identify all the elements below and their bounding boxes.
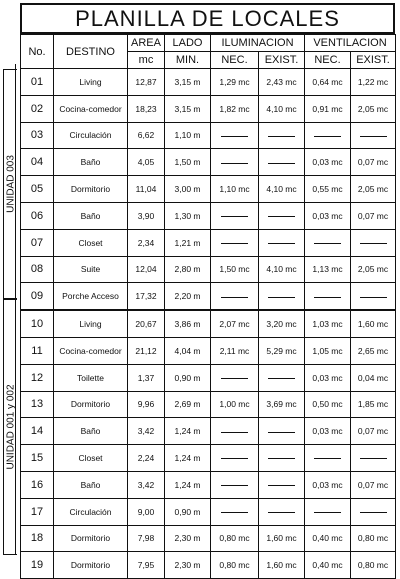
table-row [21,364,396,391]
cell-area: 3,90 [128,202,165,229]
cell-il-nec: 1,50 mc [211,256,259,283]
empty-dash [268,243,295,244]
cell-no: 02 [21,95,54,122]
empty-dash [268,136,295,137]
cell-destino: Circulación [54,122,128,149]
empty-dash [314,136,341,137]
table-body [21,69,396,579]
cell-ve-exist: 0,07 mc [351,202,396,229]
cell-il-nec [211,498,259,525]
cell-no: 08 [21,256,54,283]
cell-il-exist: 1,60 mc [259,552,305,579]
title-box [20,3,395,34]
cell-no: 11 [21,337,54,364]
cell-ve-exist [351,122,396,149]
table-row [21,256,396,283]
cell-destino: Toilette [54,364,128,391]
cell-destino: Dormitorio [54,176,128,203]
cell-destino: Living [54,310,128,337]
cell-lado: 1,30 m [165,202,211,229]
cell-area: 1,37 [128,364,165,391]
cell-il-exist: 2,43 mc [259,69,305,96]
cell-area: 17,32 [128,283,165,310]
table-row [21,391,396,418]
cell-lado: 1,24 m [165,445,211,472]
cell-ve-exist [351,283,396,310]
cell-lado: 3,15 m [165,95,211,122]
table-row [21,69,396,96]
cell-ve-nec: 0,40 mc [305,525,351,552]
cell-il-nec: 0,80 mc [211,552,259,579]
cell-ve-exist: 2,05 mc [351,95,396,122]
table-row [21,176,396,203]
cell-no: 01 [21,69,54,96]
cell-il-exist [259,149,305,176]
empty-dash [221,458,248,459]
table-row [21,525,396,552]
cell-area: 2,34 [128,229,165,256]
cell-ve-nec: 0,91 mc [305,95,351,122]
cell-ve-nec: 1,13 mc [305,256,351,283]
cell-area: 20,67 [128,310,165,337]
cell-il-exist [259,445,305,472]
header-il-exist: EXIST. [259,52,305,69]
cell-il-exist [259,283,305,310]
cell-area: 12,04 [128,256,165,283]
cell-destino: Baño [54,202,128,229]
header-lado: LADO [165,35,211,52]
cell-no: 06 [21,202,54,229]
cell-ve-exist: 2,05 mc [351,256,396,283]
table-row [21,445,396,472]
cell-lado: 3,86 m [165,310,211,337]
empty-dash [268,458,295,459]
cell-ve-nec [305,229,351,256]
empty-dash [360,136,387,137]
table-row [21,283,396,310]
cell-destino: Circulación [54,498,128,525]
table-row [21,498,396,525]
cell-ve-nec [305,283,351,310]
cell-ve-nec: 0,03 mc [305,471,351,498]
unit-001-002-text: UNIDAD 001 y 002 [5,384,16,470]
unit-003-label [3,69,17,299]
cell-il-nec: 1,29 mc [211,69,259,96]
cell-ve-exist: 0,80 mc [351,552,396,579]
cell-no: 12 [21,364,54,391]
header-il-nec: NEC. [211,52,259,69]
cell-il-nec: 2,11 mc [211,337,259,364]
cell-no: 05 [21,176,54,203]
cell-area: 21,12 [128,337,165,364]
empty-dash [268,163,295,164]
cell-no: 14 [21,418,54,445]
cell-area: 6,62 [128,122,165,149]
cell-no: 15 [21,445,54,472]
cell-lado: 3,00 m [165,176,211,203]
cell-lado: 1,21 m [165,229,211,256]
cell-destino: Suite [54,256,128,283]
cell-ve-exist: 1,85 mc [351,391,396,418]
empty-dash [314,297,341,298]
cell-il-exist: 3,20 mc [259,310,305,337]
cell-destino: Closet [54,229,128,256]
cell-area: 9,96 [128,391,165,418]
empty-dash [268,378,295,379]
cell-lado: 2,30 m [165,552,211,579]
empty-dash [360,512,387,513]
empty-dash [268,216,295,217]
cell-destino: Living [54,69,128,96]
table-row [21,337,396,364]
cell-area: 3,42 [128,418,165,445]
cell-ve-exist: 2,05 mc [351,176,396,203]
table-row [21,95,396,122]
cell-destino: Dormitorio [54,552,128,579]
unit-003-text: UNIDAD 003 [5,155,16,213]
cell-destino: Baño [54,418,128,445]
cell-il-exist: 4,10 mc [259,256,305,283]
empty-dash [268,432,295,433]
cell-destino: Porche Acceso [54,283,128,310]
cell-area: 7,95 [128,552,165,579]
cell-no: 07 [21,229,54,256]
empty-dash [221,163,248,164]
empty-dash [221,243,248,244]
cell-lado: 2,20 m [165,283,211,310]
cell-il-nec [211,202,259,229]
header-area: AREA [128,35,165,52]
cell-il-nec [211,445,259,472]
cell-il-nec: 1,82 mc [211,95,259,122]
cell-ve-nec: 0,55 mc [305,176,351,203]
cell-ve-nec: 0,03 mc [305,149,351,176]
cell-il-exist [259,498,305,525]
cell-ve-exist: 0,07 mc [351,471,396,498]
header-ve-exist: EXIST. [351,52,396,69]
page-title: PLANILLA DE LOCALES [75,5,340,31]
cell-il-exist [259,122,305,149]
cell-no: 09 [21,283,54,310]
cell-destino: Baño [54,149,128,176]
cell-area: 3,42 [128,471,165,498]
cell-lado: 1,24 m [165,471,211,498]
cell-il-exist [259,364,305,391]
cell-ve-exist: 0,07 mc [351,418,396,445]
empty-dash [314,458,341,459]
empty-dash [268,485,295,486]
cell-ve-exist: 0,04 mc [351,364,396,391]
cell-ve-exist: 0,07 mc [351,149,396,176]
empty-dash [268,512,295,513]
cell-area: 7,98 [128,525,165,552]
cell-lado: 4,04 m [165,337,211,364]
cell-no: 03 [21,122,54,149]
cell-lado: 0,90 m [165,498,211,525]
cell-il-nec [211,471,259,498]
cell-il-nec [211,229,259,256]
cell-area: 12,87 [128,69,165,96]
cell-il-nec: 1,00 mc [211,391,259,418]
unit-001-002-label [3,299,17,555]
cell-il-nec: 2,07 mc [211,310,259,337]
cell-area: 2,24 [128,445,165,472]
cell-il-exist: 3,69 mc [259,391,305,418]
empty-dash [221,432,248,433]
cell-ve-nec: 0,03 mc [305,364,351,391]
cell-ve-nec [305,445,351,472]
cell-lado: 1,24 m [165,418,211,445]
table-row [21,418,396,445]
cell-destino: Dormitorio [54,525,128,552]
empty-dash [221,136,248,137]
cell-no: 19 [21,552,54,579]
table-row [21,122,396,149]
cell-lado: 1,50 m [165,149,211,176]
cell-area: 4,05 [128,149,165,176]
cell-no: 04 [21,149,54,176]
cell-lado: 2,30 m [165,525,211,552]
header-no: No. [21,35,54,69]
locales-table [20,34,396,579]
cell-no: 16 [21,471,54,498]
table-row [21,149,396,176]
cell-ve-nec: 0,64 mc [305,69,351,96]
table-row [21,202,396,229]
cell-il-nec: 1,10 mc [211,176,259,203]
cell-area: 18,23 [128,95,165,122]
cell-no: 17 [21,498,54,525]
cell-no: 10 [21,310,54,337]
cell-il-exist [259,229,305,256]
cell-il-nec [211,122,259,149]
cell-no: 18 [21,525,54,552]
cell-lado: 2,80 m [165,256,211,283]
cell-il-nec [211,364,259,391]
cell-il-nec: 0,80 mc [211,525,259,552]
empty-dash [221,297,248,298]
cell-destino: Dormitorio [54,391,128,418]
cell-ve-exist: 1,22 mc [351,69,396,96]
cell-il-nec [211,418,259,445]
cell-il-exist: 1,60 mc [259,525,305,552]
cell-lado: 1,10 m [165,122,211,149]
cell-ve-nec: 1,03 mc [305,310,351,337]
header-ventilacion: VENTILACION [305,35,396,52]
cell-ve-exist [351,498,396,525]
cell-ve-nec: 0,40 mc [305,552,351,579]
cell-il-nec [211,283,259,310]
cell-il-exist: 4,10 mc [259,95,305,122]
cell-ve-nec [305,122,351,149]
empty-dash [314,243,341,244]
empty-dash [268,297,295,298]
header-iluminacion: ILUMINACION [211,35,305,52]
cell-ve-nec [305,498,351,525]
cell-il-exist: 5,29 mc [259,337,305,364]
cell-destino: Baño [54,471,128,498]
header-ve-nec: NEC. [305,52,351,69]
empty-dash [360,297,387,298]
cell-ve-nec: 0,50 mc [305,391,351,418]
cell-il-exist [259,418,305,445]
cell-ve-exist: 0,80 mc [351,525,396,552]
empty-dash [221,485,248,486]
empty-dash [360,243,387,244]
cell-il-nec [211,149,259,176]
empty-dash [221,378,248,379]
header-destino: DESTINO [54,35,128,69]
cell-lado: 0,90 m [165,364,211,391]
header-lado-min: MIN. [165,52,211,69]
empty-dash [314,512,341,513]
cell-ve-nec: 0,03 mc [305,202,351,229]
cell-destino: Cocina-comedor [54,95,128,122]
cell-destino: Closet [54,445,128,472]
header-area-unit: mc [128,52,165,69]
empty-dash [221,216,248,217]
cell-ve-exist: 1,60 mc [351,310,396,337]
table-row [21,471,396,498]
cell-ve-exist: 2,65 mc [351,337,396,364]
cell-ve-nec: 0,03 mc [305,418,351,445]
cell-il-exist [259,471,305,498]
cell-lado: 2,69 m [165,391,211,418]
cell-lado: 3,15 m [165,69,211,96]
cell-ve-exist [351,229,396,256]
cell-il-exist [259,202,305,229]
cell-no: 13 [21,391,54,418]
empty-dash [221,512,248,513]
cell-ve-exist [351,445,396,472]
table-row [21,310,396,337]
cell-area: 11,04 [128,176,165,203]
table-row [21,229,396,256]
cell-ve-nec: 1,05 mc [305,337,351,364]
cell-il-exist: 4,10 mc [259,176,305,203]
cell-destino: Cocina-comedor [54,337,128,364]
cell-area: 9,00 [128,498,165,525]
empty-dash [360,458,387,459]
